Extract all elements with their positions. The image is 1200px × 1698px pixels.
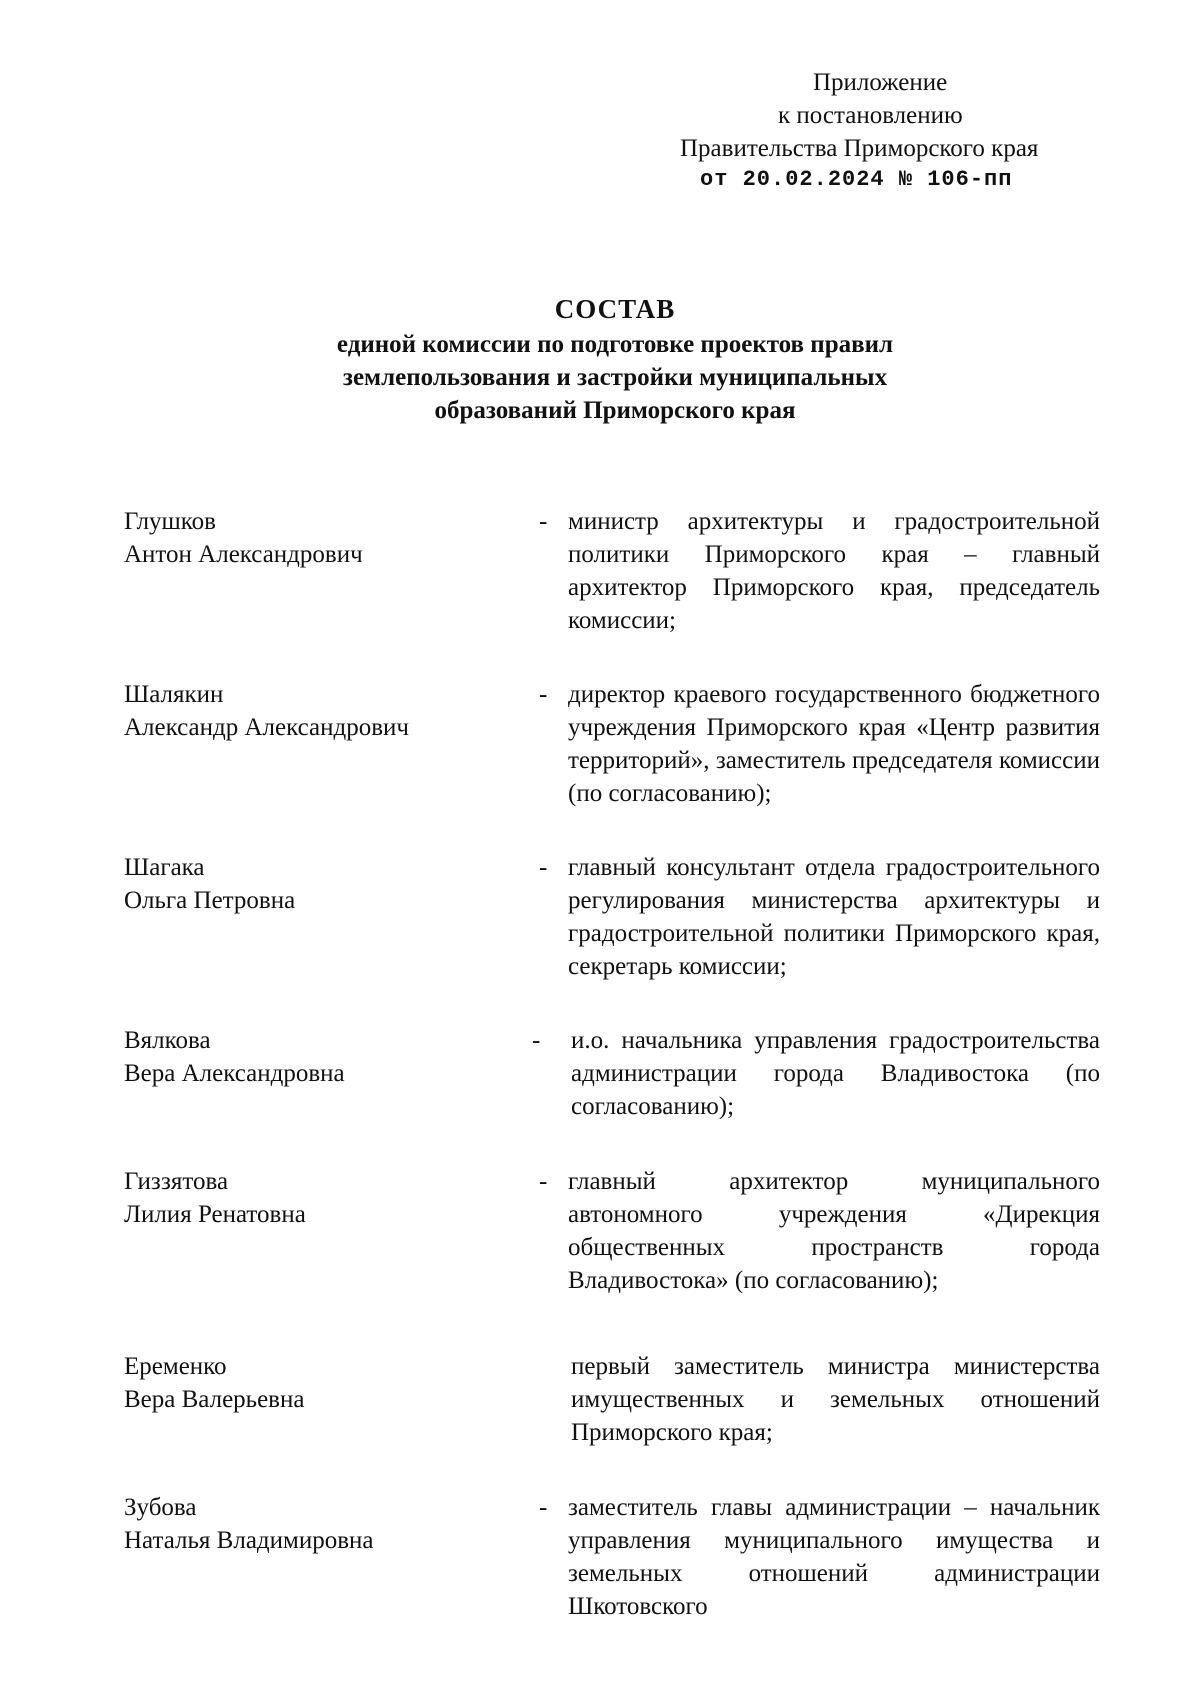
member-role: и.о. начальника управления градостроительства администрации города Владивостока (по согласованию); bbox=[571, 1027, 1100, 1120]
member-surname: Глушков bbox=[124, 508, 216, 535]
commission-members-list bbox=[124, 505, 1100, 1623]
member-dash: - bbox=[539, 508, 548, 535]
member-entry bbox=[124, 505, 1100, 637]
document-subtitle-line-2: землепользования и застройки муниципальных bbox=[342, 364, 888, 391]
member-given-names: Вера Александровна bbox=[124, 1060, 345, 1087]
member-dash: - bbox=[539, 854, 548, 881]
member-given-names: Ольга Петровна bbox=[124, 887, 296, 914]
document-title: СОСТАВ bbox=[554, 294, 676, 324]
appendix-header bbox=[680, 66, 1120, 196]
member-name bbox=[124, 1024, 534, 1090]
member-given-names: Вера Валерьевна bbox=[124, 1386, 305, 1413]
member-given-names: Наталья Владимировна bbox=[124, 1527, 374, 1554]
document-heading bbox=[0, 293, 1200, 427]
member-given-names: Александр Александрович bbox=[124, 714, 409, 741]
member-surname: Гиззятова bbox=[124, 1168, 229, 1195]
member-surname: Вялкова bbox=[124, 1027, 211, 1054]
appendix-government: Правительства Приморского края bbox=[680, 135, 1039, 162]
member-role: заместитель главы администрации – начальник управления муниципального имущества и земельных отношений администрации Шкотовского bbox=[568, 1494, 1100, 1620]
document-subtitle-line-1: единой комиссии по подготовке проектов правил bbox=[336, 331, 894, 358]
member-given-names: Лилия Ренатовна bbox=[124, 1201, 306, 1228]
member-name bbox=[124, 1165, 534, 1231]
member-entry bbox=[124, 1491, 1100, 1623]
member-role: первый заместитель министра министерства имущественных и земельных отношений Приморского края; bbox=[571, 1353, 1100, 1446]
member-role: главный архитектор муниципального автономного учреждения «Дирекция общественных пространств города Владивостока» (по согласованию); bbox=[568, 1168, 1100, 1294]
member-entry bbox=[124, 1024, 1100, 1123]
member-name bbox=[124, 851, 534, 917]
member-role: главный консультант отдела градостроительного регулирования министерства архитектуры и градостроительной политики Приморского края, секретарь комиссии; bbox=[568, 854, 1100, 980]
member-surname: Еременко bbox=[124, 1353, 227, 1380]
appendix-resolution-ref: к постановлению bbox=[778, 102, 963, 129]
member-role: директор краевого государственного бюджетного учреждения Приморского края «Центр развития территорий», заместитель председателя комиссии (по согласованию); bbox=[568, 681, 1100, 807]
member-entry bbox=[124, 1165, 1100, 1297]
member-name bbox=[124, 1350, 534, 1416]
member-role: министр архитектуры и градостроительной политики Приморского края – главный архитектор Приморского края, председатель комиссии; bbox=[568, 508, 1100, 634]
member-surname: Зубова bbox=[124, 1494, 197, 1521]
member-name bbox=[124, 678, 534, 744]
member-surname: Шагака bbox=[124, 854, 205, 881]
document-subtitle-line-3: образований Приморского края bbox=[434, 397, 796, 424]
appendix-label: Приложение bbox=[813, 69, 948, 96]
member-dash: - bbox=[539, 1494, 548, 1521]
member-dash: - bbox=[539, 681, 548, 708]
member-dash: - bbox=[532, 1027, 541, 1054]
member-name bbox=[124, 505, 534, 571]
member-name bbox=[124, 1491, 534, 1557]
member-given-names: Антон Александрович bbox=[124, 541, 363, 568]
member-entry bbox=[124, 678, 1100, 810]
resolution-date-number: от 20.02.2024 № 106-пп bbox=[700, 167, 1013, 192]
member-dash: - bbox=[539, 1168, 548, 1195]
member-entry bbox=[124, 851, 1100, 983]
member-entry bbox=[124, 1350, 1100, 1449]
member-surname: Шалякин bbox=[124, 681, 224, 708]
